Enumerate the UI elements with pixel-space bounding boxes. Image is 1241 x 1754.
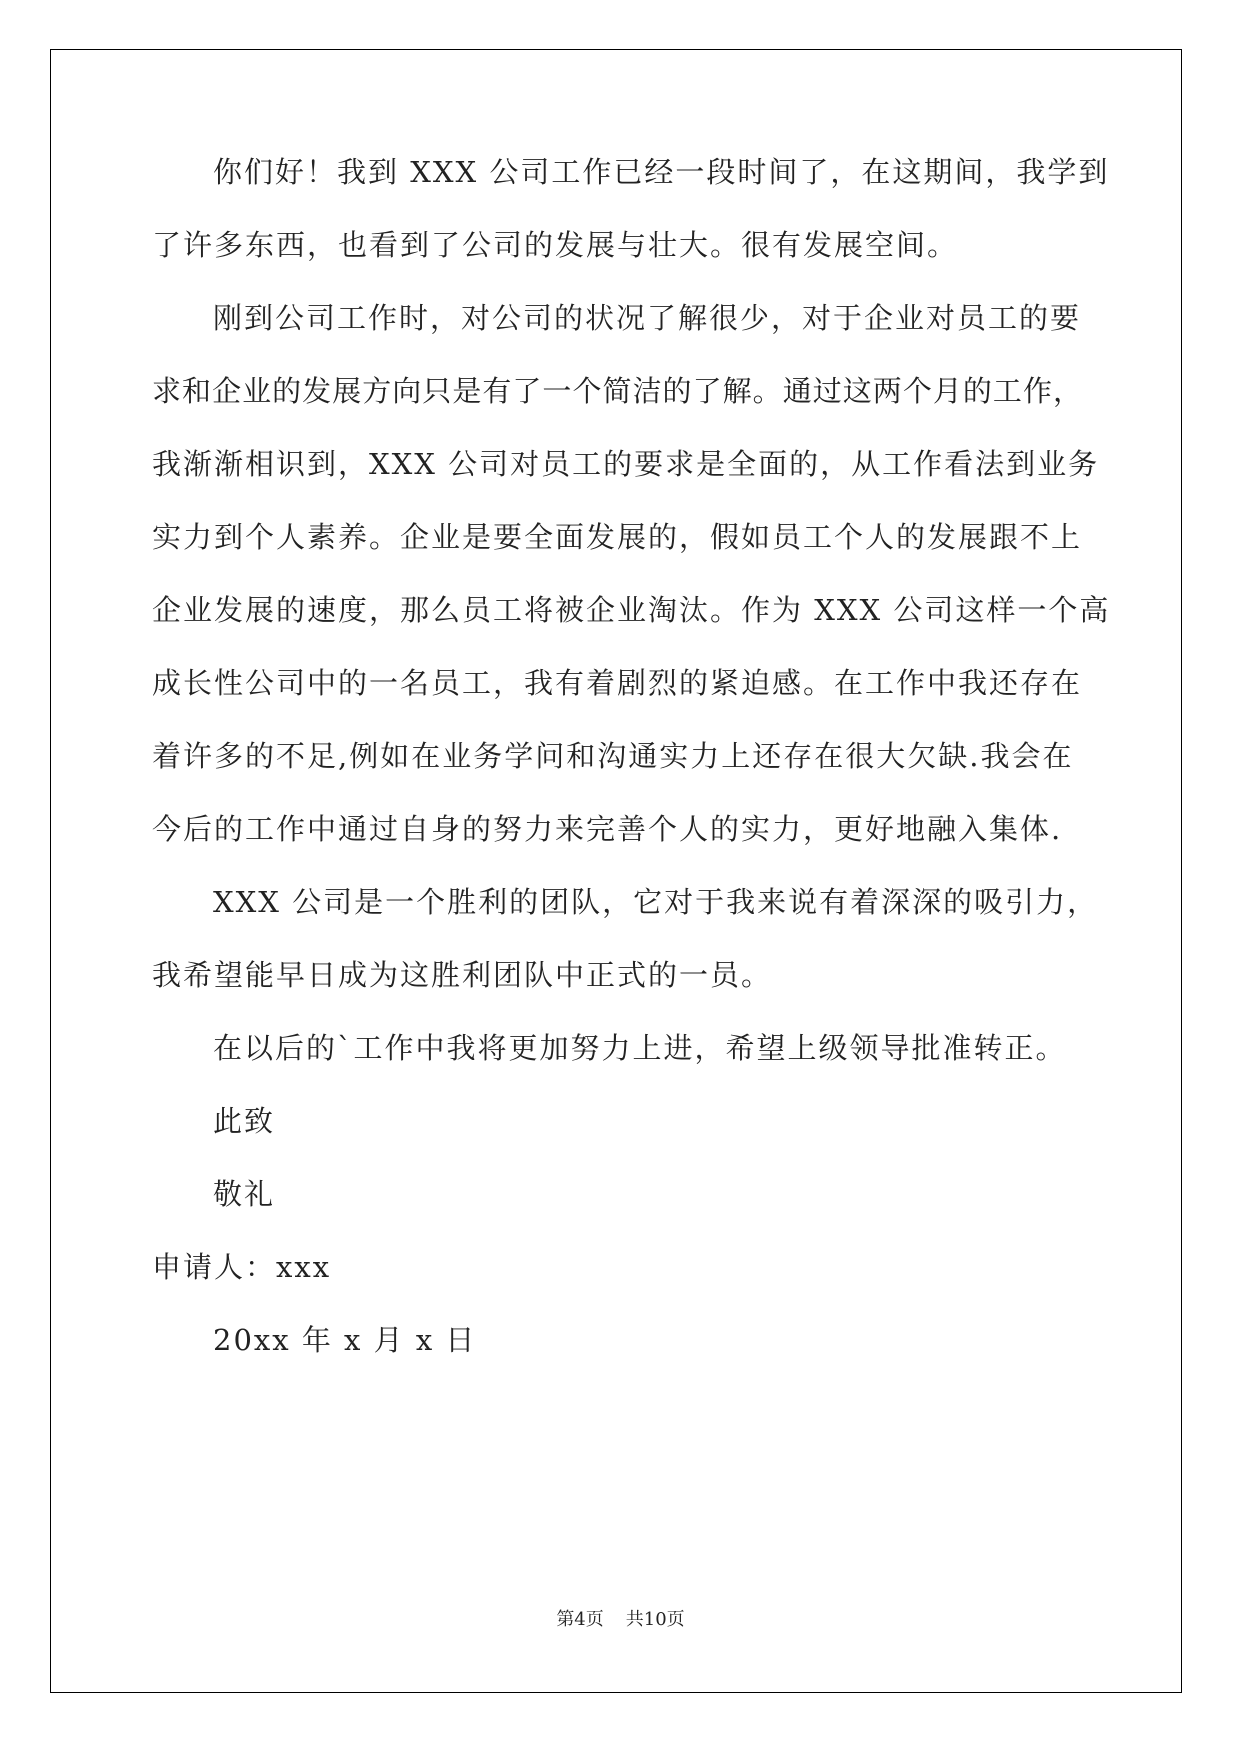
page-number: 第4页 bbox=[556, 1609, 604, 1630]
body-line: 在以后的`工作中我将更加努力上进，希望上级领导批准转正。 bbox=[213, 1031, 1067, 1065]
applicant-line: 申请人：xxx bbox=[152, 1250, 332, 1284]
body-line: 我希望能早日成为这胜利团队中正式的一员。 bbox=[152, 958, 773, 992]
body-line: 成长性公司中的一名员工，我有着剧烈的紧迫感。在工作中我还存在 bbox=[152, 666, 1083, 700]
date-line: 20xx 年 x 月 x 日 bbox=[213, 1323, 477, 1357]
page-frame bbox=[50, 49, 1182, 1693]
page-total: 共10页 bbox=[625, 1609, 685, 1630]
body-line: XXX 公司是一个胜利的团队，它对于我来说有着深深的吸引力， bbox=[213, 885, 1099, 919]
body-line: 实力到个人素养。企业是要全面发展的，假如员工个人的发展跟不上 bbox=[152, 520, 1083, 554]
body-line: 了许多东西，也看到了公司的发展与壮大。很有发展空间。 bbox=[152, 228, 959, 262]
page-footer bbox=[0, 1608, 1241, 1632]
closing-salutation: 此致 bbox=[213, 1104, 276, 1138]
closing-regards: 敬礼 bbox=[213, 1177, 276, 1211]
body-line: 着许多的不足,例如在业务学问和沟通实力上还存在很大欠缺.我会在 bbox=[152, 739, 1074, 773]
body-line: 我渐渐相识到，XXX 公司对员工的要求是全面的，从工作看法到业务 bbox=[152, 447, 1100, 481]
body-line: 今后的工作中通过自身的努力来完善个人的实力，更好地融入集体. bbox=[152, 812, 1063, 846]
body-line: 企业发展的速度，那么员工将被企业淘汰。作为 XXX 公司这样一个高 bbox=[152, 593, 1111, 627]
body-line: 刚到公司工作时，对公司的状况了解很少，对于企业对员工的要 bbox=[213, 301, 1082, 335]
body-line: 你们好！我到 XXX 公司工作已经一段时间了，在这期间，我学到 bbox=[213, 155, 1110, 189]
body-line: 求和企业的发展方向只是有了一个简洁的了解。通过这两个月的工作， bbox=[152, 374, 1082, 408]
